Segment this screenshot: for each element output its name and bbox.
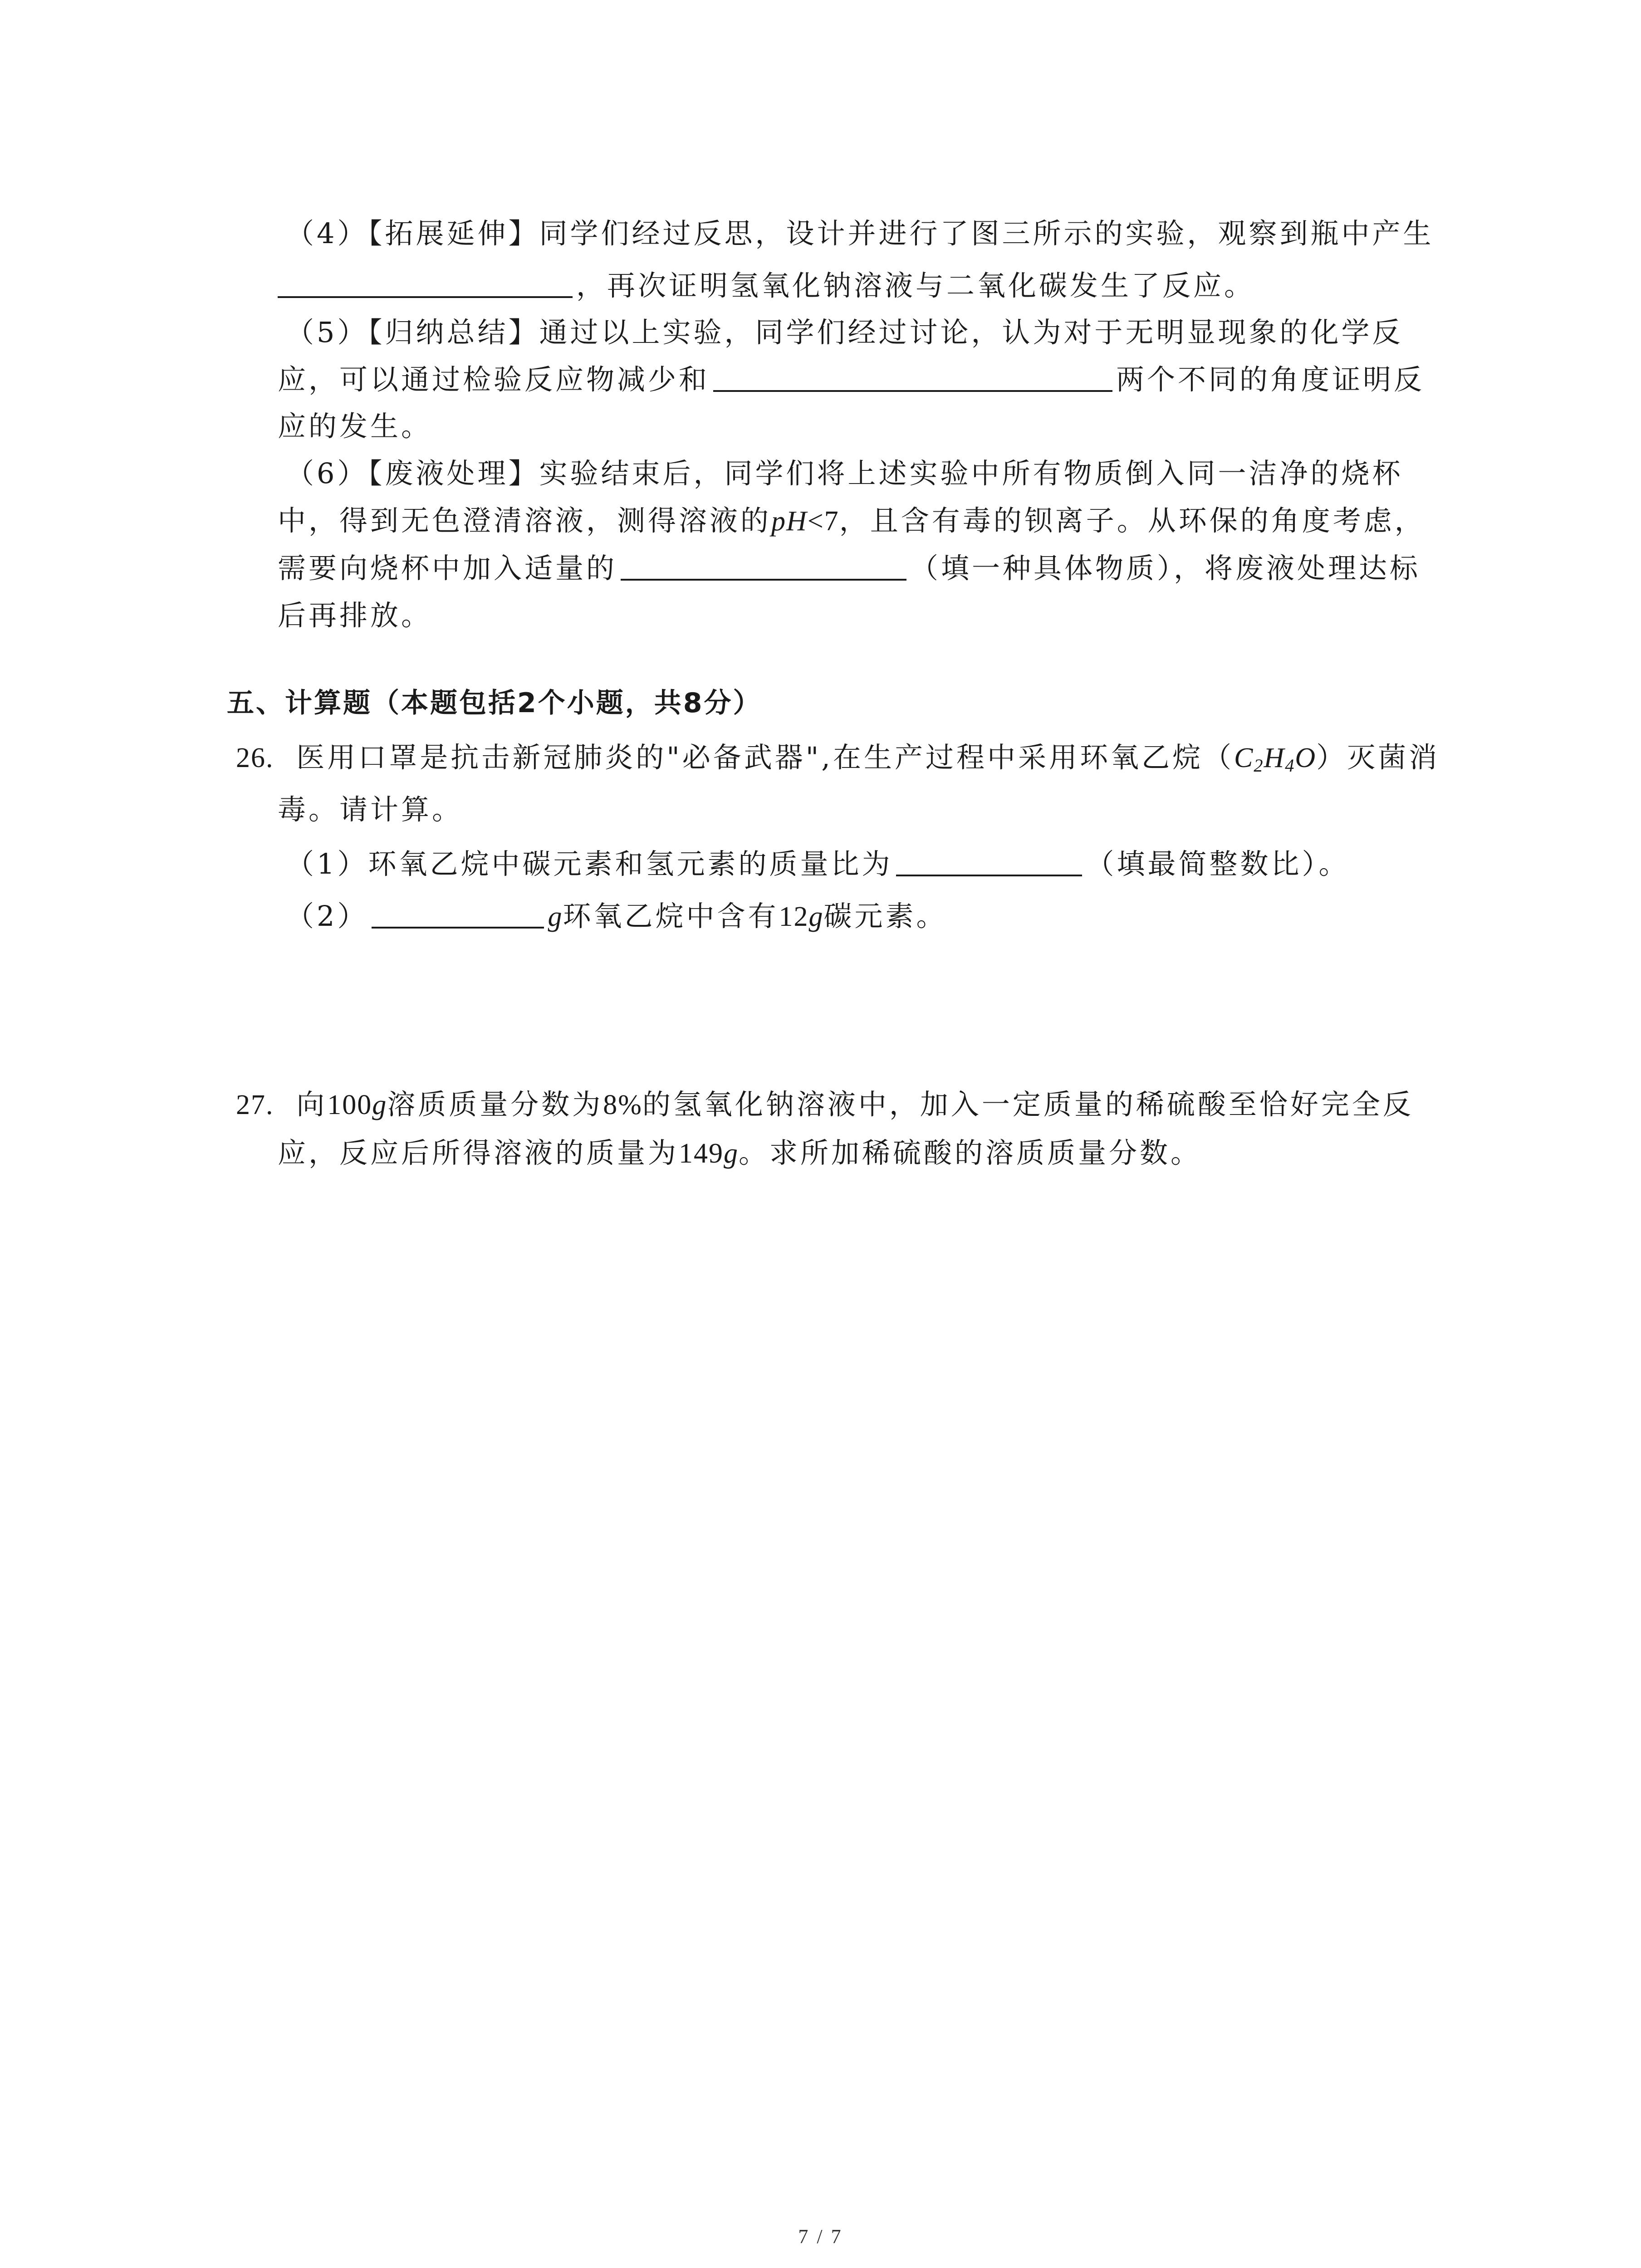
q26-line1: 26. 医用口罩是抗击新冠肺炎的"必备武器",在生产过程中采用环氧乙烷$(C_2H_4O)$灭菌消	[236, 741, 1440, 776]
q25-p6-line2: 中，得到无色澄清溶液，测得溶液的pH<7，且含有毒的钡离子。从环保的角度考虑，	[278, 504, 1425, 537]
question-number: 27.	[236, 1090, 274, 1120]
q27-line1: 27. 向100g溶质质量分数为8%的氢氧化钠溶液中，加入一定质量的稀硫酸至恰好完全反	[236, 1088, 1414, 1121]
answer-blank-6[interactable]	[621, 549, 906, 581]
q27-line2: 应，反应后所得溶液的质量为149g。求所加稀硫酸的溶质质量分数。	[278, 1136, 1202, 1169]
q25-p5-line2: 应，可以通过检验反应物减少和 两个不同的角度证明反	[278, 357, 1425, 402]
q25-p6-line4: 后再排放。	[278, 599, 432, 632]
ph-value: <7	[807, 506, 839, 537]
q26-sub2: （2） g环氧乙烷中含有12g碳元素。	[286, 894, 947, 939]
q25-p6-line3: 需要向烧杯中加入适量的 （填一种具体物质），将废液处理达标	[278, 546, 1421, 591]
ph-symbol: pH	[771, 506, 808, 537]
q26-sub1: （1）环氧乙烷中碳元素和氢元素的质量比为 （填最简整数比）。	[286, 841, 1349, 887]
q25-p4-line1: （4）【拓展延伸】同学们经过反思，设计并进行了图三所示的实验，观察到瓶中产生	[286, 217, 1434, 250]
answer-blank-5[interactable]	[713, 360, 1112, 392]
section-heading: 五、计算题（本题包括2个小题，共8分）	[227, 687, 762, 719]
answer-blank-26-1[interactable]	[896, 845, 1082, 876]
question-number: 26.	[236, 743, 274, 773]
answer-blank-4[interactable]	[278, 266, 573, 298]
q25-p6-line1: （6）【废液处理】实验结束后，同学们将上述实验中所有物质倒入同一洁净的烧杯	[286, 457, 1403, 490]
chemical-formula: $C_2H_4O$	[1234, 743, 1317, 776]
answer-blank-26-2[interactable]	[372, 897, 544, 929]
q25-p5-line1: （5）【归纳总结】通过以上实验，同学们经过讨论，认为对于无明显现象的化学反	[286, 316, 1403, 349]
q26-line2: 毒。请计算。	[278, 793, 463, 826]
q25-p5-line3: 应的发生。	[278, 410, 432, 443]
page-number: 7 / 7	[798, 2225, 843, 2248]
q25-p4-line2: ，再次证明氢氧化钠溶液与二氧化碳发生了反应。	[278, 263, 1255, 308]
